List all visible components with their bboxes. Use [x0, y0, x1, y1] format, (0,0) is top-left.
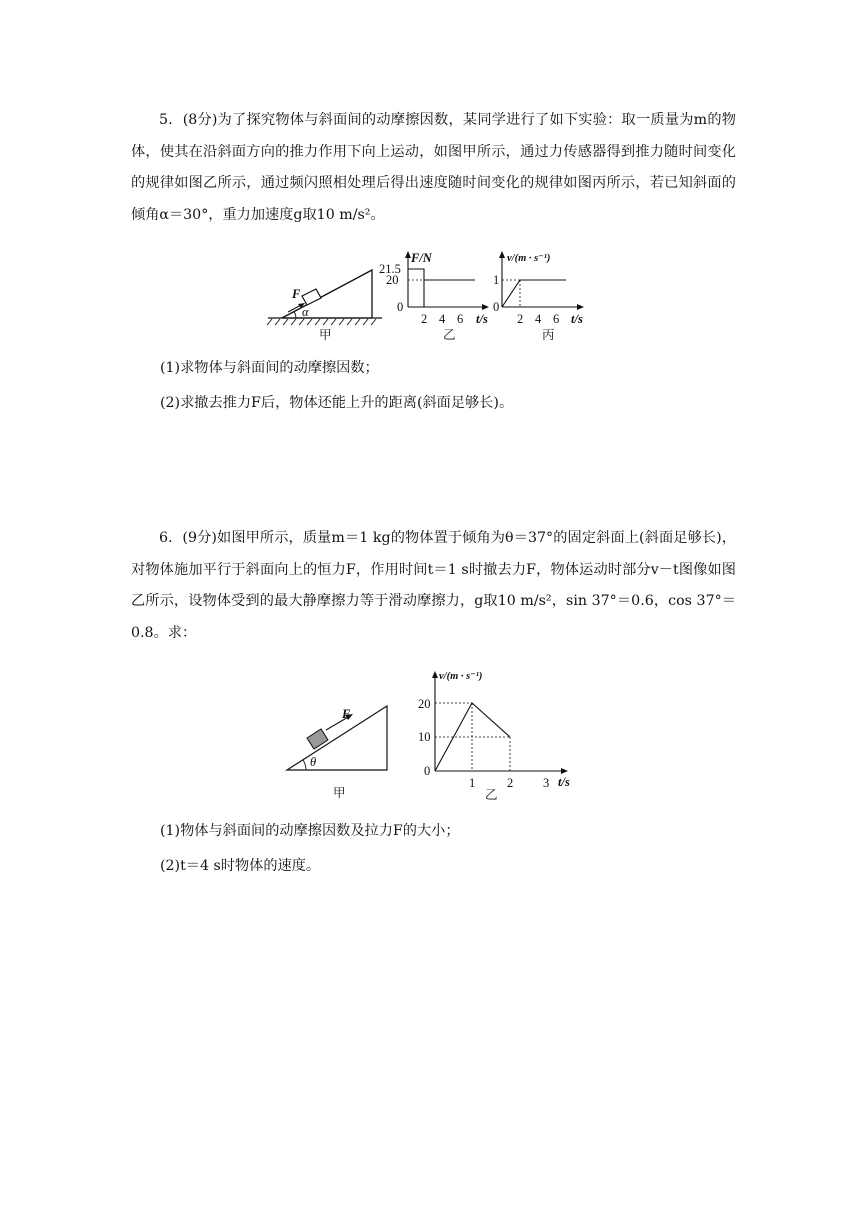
- yi-ytick-2: 20: [386, 273, 399, 287]
- q6-yi-ylabel: v/(m · s⁻¹): [439, 671, 483, 682]
- yi-ytick-1: 21.5: [379, 262, 401, 276]
- q6-caption-yi: 乙: [485, 788, 498, 802]
- block: [302, 289, 321, 305]
- q6-sub1: (1)物体与斜面间的动摩擦因数及拉力F的大小；: [160, 823, 460, 839]
- q6-yi-xtick-2: 2: [507, 776, 514, 790]
- q6-yi-xtick-3: 3: [543, 776, 550, 790]
- bing-xtick-2: 4: [535, 312, 542, 326]
- yi-xtick-2: 4: [439, 312, 446, 326]
- caption-yi: 乙: [443, 328, 456, 342]
- q5-sub2: (2)求撤去推力F后，物体还能上升的距离(斜面足够长)。: [160, 395, 514, 411]
- force-label: F: [342, 707, 351, 721]
- q5-text: 5．(8分)为了探究物体与斜面间的动摩擦因数，某同学进行了如下实验：取一质量为m的物体，使其在沿斜面方向的推力作用下向上运动，如图甲所示，通过力传感器得到推力随时间变化的规律如图乙所示，通过频闪照相处理后得出速度随时间变化的规律如图丙所示，若已知斜面的倾角α＝30°，重力加速度g取10 m/s²。: [131, 112, 736, 223]
- q6-yi-ytick-3: 0: [424, 764, 431, 778]
- angle-label: θ: [310, 755, 317, 769]
- bing-xtick-3: 6: [553, 312, 560, 326]
- bing-ytick-1: 1: [493, 273, 500, 287]
- q6-yi-ytick-2: 10: [418, 730, 431, 744]
- force-label: F: [292, 287, 301, 301]
- q6-yi-xlabel: t/s: [558, 775, 570, 789]
- q6-figure-yi: [408, 662, 593, 802]
- q6-figure-jia: [280, 700, 395, 802]
- yi-xtick-3: 6: [457, 312, 464, 326]
- bing-xtick-1: 2: [517, 312, 524, 326]
- q5-figure-bing: [488, 250, 593, 342]
- yi-series-line: [408, 269, 424, 307]
- q6-sub2: (2)t＝4 s时物体的速度。: [160, 858, 321, 874]
- yi-ytick-3: 0: [397, 300, 404, 314]
- caption-bing: 丙: [542, 328, 555, 342]
- q6-yi-xtick-1: 1: [469, 776, 476, 790]
- q5-figure-yi: [378, 250, 498, 342]
- bing-series-line: [502, 280, 566, 307]
- angle-label: α: [302, 305, 309, 319]
- caption-jia: 甲: [319, 328, 332, 342]
- yi-ylabel: F/N: [411, 251, 432, 265]
- q5-figure-jia: [262, 262, 387, 342]
- q6-text: 6．(9分)如图甲所示，质量m＝1 kg的物体置于倾角为θ＝37°的固定斜面上(斜面足够长)，对物体施加平行于斜面向上的恒力F，作用时间t＝1 s时撤去力F，物体运动时部分v－t图像如图乙所示，设物体受到的最大静摩擦力等于滑动摩擦力，g取10 m/s²，sin 37°＝0.6，cos 37°＝0.8。求：: [131, 530, 736, 641]
- q5-sub1: (1)求物体与斜面间的动摩擦因数；: [160, 360, 379, 376]
- bing-ytick-2: 0: [493, 300, 500, 314]
- yi-xtick-1: 2: [421, 312, 428, 326]
- bing-ylabel: v/(m · s⁻¹): [507, 253, 551, 264]
- yi-xlabel: t/s: [476, 312, 488, 326]
- caption-jia: 甲: [333, 786, 346, 800]
- bing-xlabel: t/s: [571, 312, 583, 326]
- q6-yi-ytick-1: 20: [418, 697, 431, 711]
